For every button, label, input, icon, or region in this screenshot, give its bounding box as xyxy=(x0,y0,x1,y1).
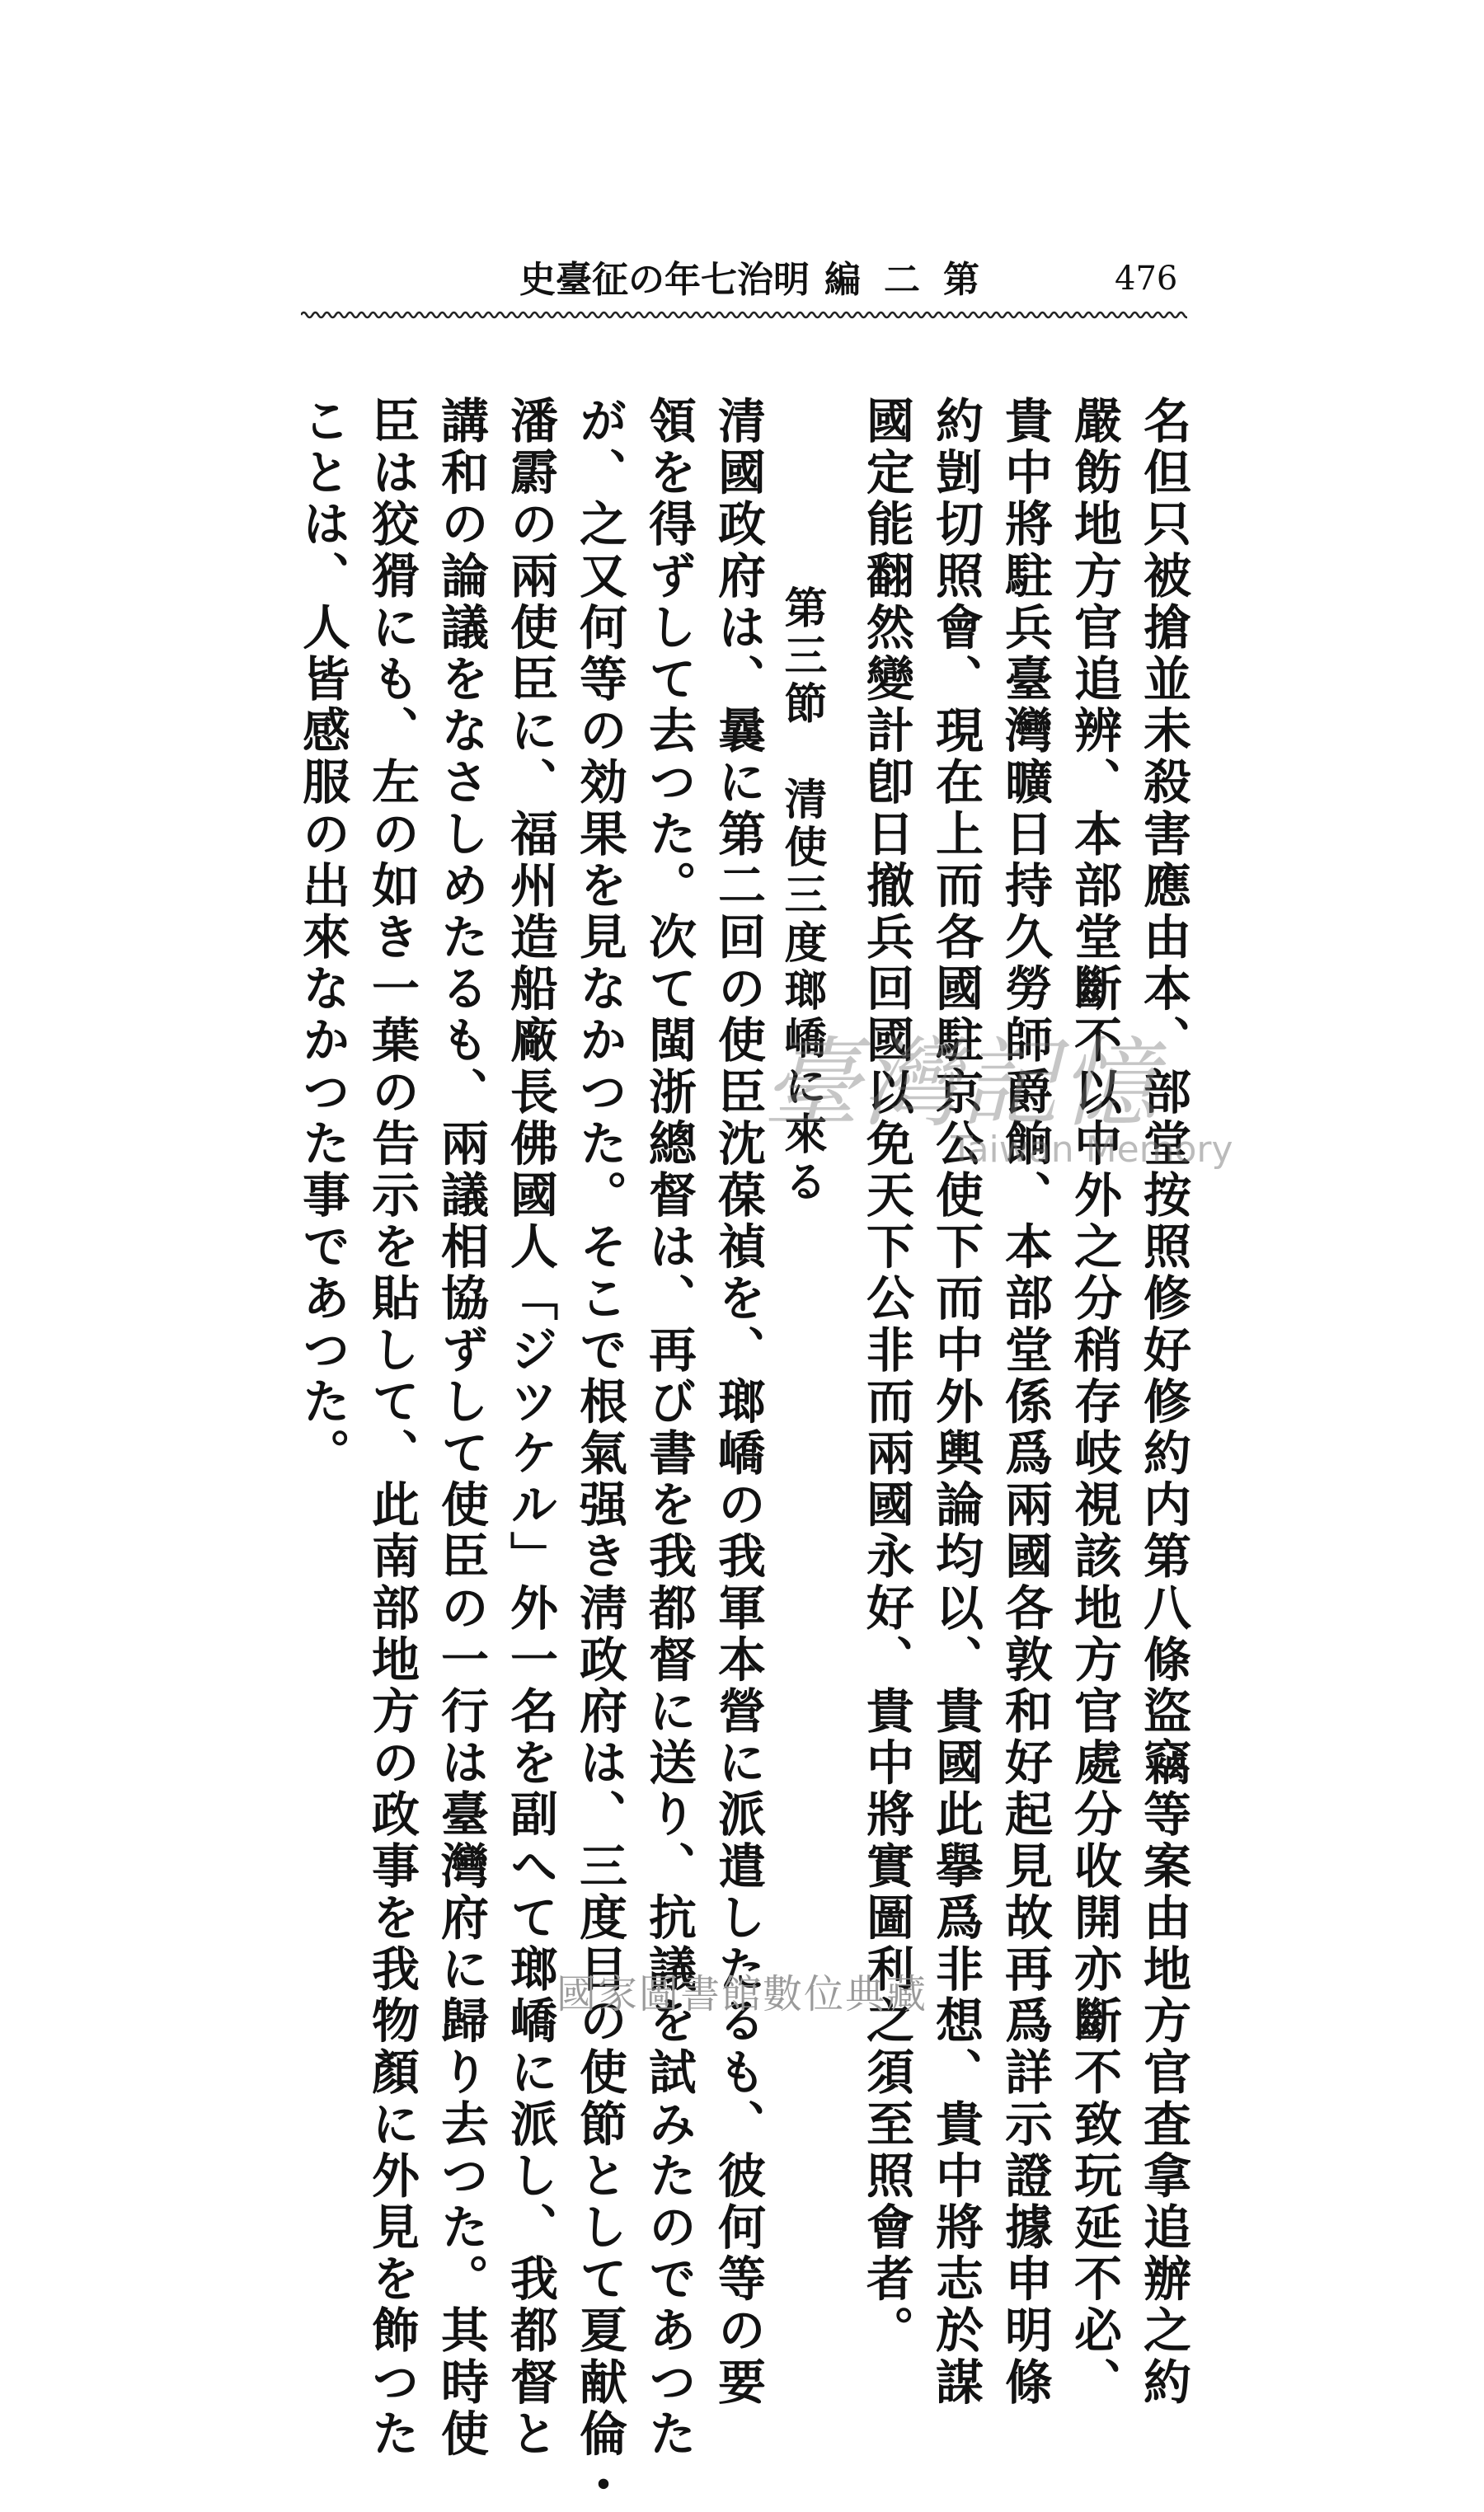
watermark-main-text: 臺灣記憶 xyxy=(763,1026,1159,1140)
text-column-5: 國定能翻然變計卽日撤兵回國以免天下公非而兩國永好、貴中將實圖利之須至照會者。 xyxy=(858,396,914,2357)
page-number: 476 xyxy=(1115,260,1178,298)
text-column-4: 約剴切照會、現在上而各國駐京公使下而中外輿論均以、貴國此擧爲非想、貴中將志於謀 xyxy=(928,396,984,2409)
text-column-10: 潘霨の兩使臣に、福州造船廠長佛國人「ジツケル」外一名を副へて瑯嶠に派し、我都督と xyxy=(502,396,558,2460)
text-column-3: 貴中將駐兵臺灣曠日持久勞師爵餉、本部堂係爲兩國各敦和好起見故再爲詳示證據申明條 xyxy=(997,396,1053,2409)
text-column-13: ことは、人皆感服の出來なかつた事であつた。 xyxy=(294,396,350,1480)
text-column-8: 領を得ずして去つた。次て閩浙總督は、再び書を我都督に送り、抗議を試みたのであつた xyxy=(641,396,697,2460)
text-column-12: 臣は狡猾にも、左の如き一葉の告示を貼して、此南部地方の政事を我物顏に外見を飾つた xyxy=(364,396,420,2460)
footer-credit: 國家圖書館數位典藏 xyxy=(556,1971,928,2017)
text-column-7: 清國政府は、曩に第二回の使臣沈葆禎を、瑯嶠の我軍本營に派遣したるも、彼何等の要 xyxy=(710,396,766,2409)
watermark-sub-text: Taiwan Memory xyxy=(951,1129,1233,1171)
section-heading: 第三節 清使三度瑯嶠に來る xyxy=(777,585,827,1207)
text-column-1: 名但只被搶並未殺害應由本、部堂按照修好修約内第八條盜竊等案由地方官査拿追辦之約 xyxy=(1135,396,1191,2409)
text-column-11: 講和の論議をなさしめたるも、兩議相協ずして使臣の一行は臺灣府に歸り去つた。其時使 xyxy=(433,396,489,2460)
text-column-9: が、之又何等の効果を見なかつた。そこで根氣强き淸政府は、三度目の使節として夏献倫・ xyxy=(571,396,627,2512)
running-head-part: 編二第 xyxy=(824,259,1003,301)
header-wavy-rule xyxy=(301,309,1187,321)
running-head-book-title: 史臺征の年七治明 xyxy=(519,259,810,301)
text-column-2: 嚴飭地方官追辨、本部堂斷不以中外之分稍存岐視該地方官處分收開亦斷不致玩延不必、 xyxy=(1066,396,1122,2409)
